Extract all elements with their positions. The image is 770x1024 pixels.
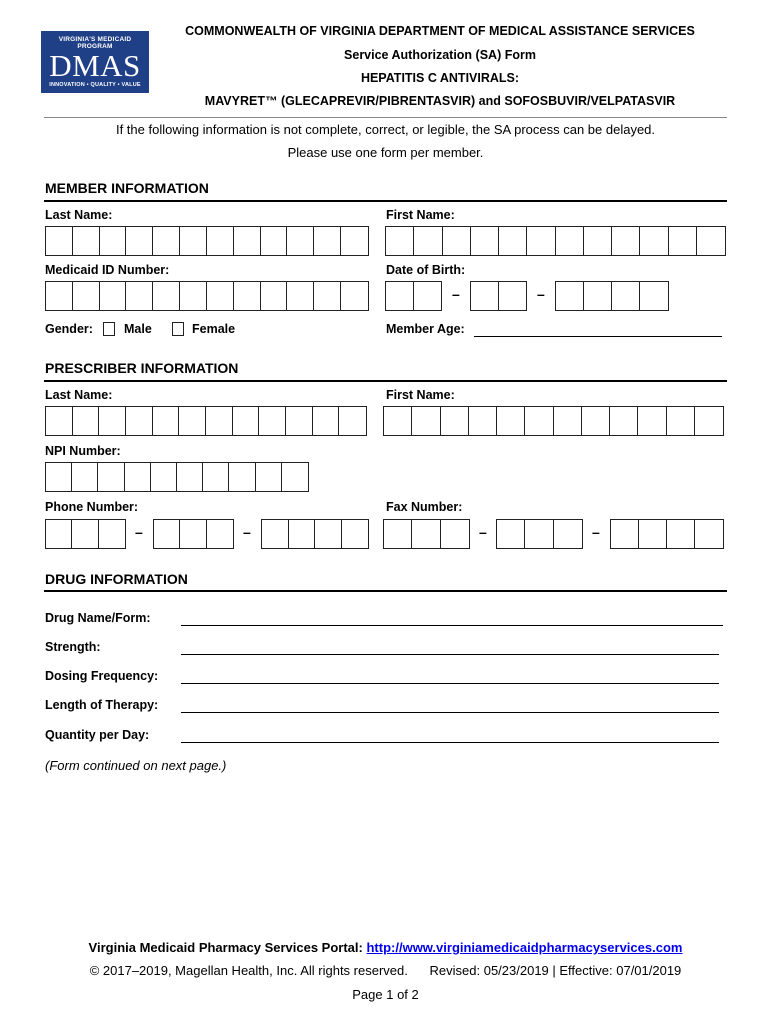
- npi-input[interactable]: [45, 462, 309, 492]
- dob-year-input[interactable]: [555, 281, 669, 311]
- logo-name: DMAS: [49, 48, 141, 83]
- portal-line: [44, 940, 727, 955]
- quantity-per-day-label: Quantity per Day:: [45, 728, 150, 742]
- length-of-therapy-label: Length of Therapy:: [45, 698, 159, 712]
- gender-label: Gender:: [45, 322, 93, 336]
- quantity-per-day-input[interactable]: [181, 742, 719, 743]
- fax-line-input[interactable]: [610, 519, 724, 549]
- prescriber-first-name-input[interactable]: [383, 406, 724, 436]
- dob-month-input[interactable]: [385, 281, 442, 311]
- member-section-rule: [44, 200, 727, 202]
- fax-separator: –: [592, 524, 600, 540]
- intro-line-2: Please use one form per member.: [287, 145, 484, 160]
- dosing-frequency-label: Dosing Frequency:: [45, 669, 159, 683]
- revised-text: Revised: 05/23/2019 | Effective: 07/01/2019: [429, 963, 682, 978]
- dmas-logo: [41, 31, 149, 93]
- member-last-name-label: Last Name:: [45, 208, 113, 222]
- intro-line-1: If the following information is not complete, correct, or legible, the SA process can be delayed.: [115, 122, 656, 137]
- drug-section-rule: [44, 590, 727, 592]
- portal-label: Virginia Medicaid Pharmacy Services Portal:: [88, 940, 363, 955]
- fax-prefix-input[interactable]: [496, 519, 583, 549]
- header-agency: COMMONWEALTH OF VIRGINIA DEPARTMENT OF MEDICAL ASSISTANCE SERVICES: [185, 24, 695, 38]
- drug-section-title: DRUG INFORMATION: [45, 571, 188, 587]
- fax-label: Fax Number:: [386, 500, 463, 514]
- member-first-name-label: First Name:: [386, 208, 455, 222]
- drug-name-input[interactable]: [181, 625, 723, 626]
- gender-male-checkbox[interactable]: [103, 322, 115, 336]
- prescriber-last-name-input[interactable]: [45, 406, 367, 436]
- copyright-text: © 2017–2019, Magellan Health, Inc. All rights reserved.: [89, 963, 408, 978]
- length-of-therapy-input[interactable]: [181, 712, 719, 713]
- prescriber-first-name-label: First Name:: [386, 388, 455, 402]
- strength-label: Strength:: [45, 640, 101, 654]
- header-form-title: Service Authorization (SA) Form: [344, 48, 536, 62]
- npi-label: NPI Number:: [45, 444, 121, 458]
- drug-name-label: Drug Name/Form:: [45, 611, 151, 625]
- phone-separator: –: [135, 524, 143, 540]
- portal-link[interactable]: http://www.virginiamedicaidpharmacyservices.com: [366, 940, 683, 955]
- header-drugs: MAVYRET™ (GLECAPREVIR/PIBRENTASVIR) and SOFOSBUVIR/VELPATASVIR: [204, 94, 676, 108]
- prescriber-last-name-label: Last Name:: [45, 388, 113, 402]
- member-age-input[interactable]: [474, 336, 722, 337]
- medicaid-id-label: Medicaid ID Number:: [45, 263, 170, 277]
- header-divider: [44, 117, 727, 118]
- member-age-label: Member Age:: [386, 322, 465, 336]
- gender-female-label: Female: [192, 322, 236, 336]
- phone-area-code-input[interactable]: [45, 519, 126, 549]
- phone-separator: –: [243, 524, 251, 540]
- phone-prefix-input[interactable]: [153, 519, 234, 549]
- dob-separator: –: [452, 286, 460, 302]
- logo-top-text: VIRGINIA'S MEDICAID PROGRAM: [58, 36, 132, 50]
- member-last-name-input[interactable]: [45, 226, 369, 256]
- page-number: Page 1 of 2: [352, 987, 419, 1002]
- dosing-frequency-input[interactable]: [181, 683, 719, 684]
- dob-label: Date of Birth:: [386, 263, 466, 277]
- header-category: HEPATITIS C ANTIVIRALS:: [360, 71, 520, 85]
- medicaid-id-input[interactable]: [45, 281, 369, 311]
- dob-day-input[interactable]: [470, 281, 527, 311]
- phone-label: Phone Number:: [45, 500, 139, 514]
- phone-line-input[interactable]: [261, 519, 369, 549]
- member-first-name-input[interactable]: [385, 226, 726, 256]
- logo-tagline: INNOVATION • QUALITY • VALUE: [49, 82, 141, 88]
- continued-note: (Form continued on next page.): [45, 758, 227, 773]
- fax-separator: –: [479, 524, 487, 540]
- prescriber-section-title: PRESCRIBER INFORMATION: [45, 360, 239, 376]
- dob-separator: –: [537, 286, 545, 302]
- strength-input[interactable]: [181, 654, 719, 655]
- copyright-line: [44, 963, 727, 978]
- gender-female-checkbox[interactable]: [172, 322, 184, 336]
- member-section-title: MEMBER INFORMATION: [45, 180, 209, 196]
- fax-area-code-input[interactable]: [383, 519, 470, 549]
- prescriber-section-rule: [44, 380, 727, 382]
- gender-male-label: Male: [124, 322, 152, 336]
